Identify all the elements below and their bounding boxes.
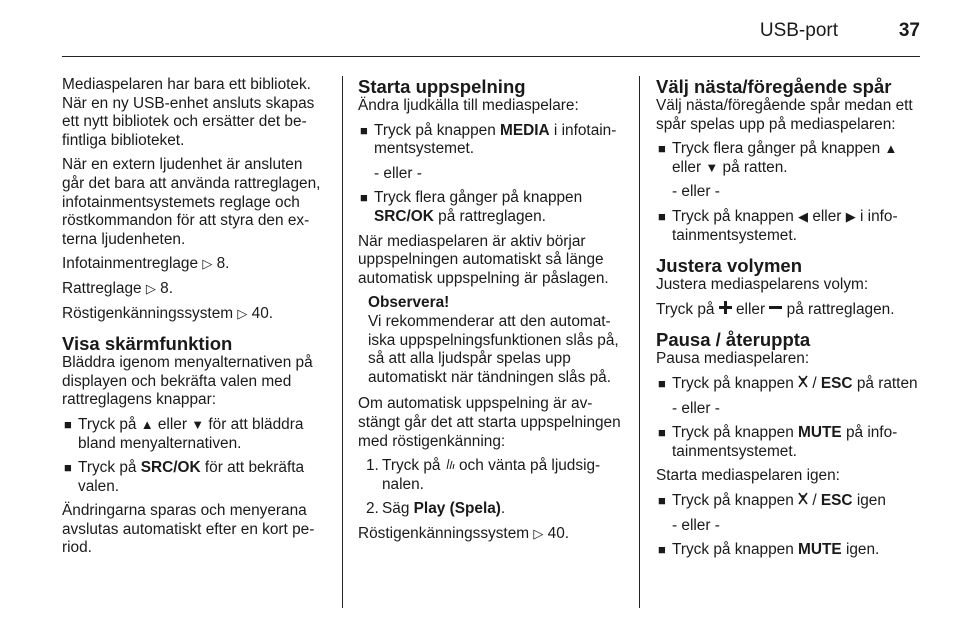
left-arrow-icon: ◀ xyxy=(798,208,809,224)
page-ref-icon: ▷ xyxy=(237,305,248,321)
column-2 xyxy=(358,76,622,549)
bullet-icon: ■ xyxy=(658,425,666,441)
paragraph: Tryck på eller på rattreglagen. xyxy=(656,300,895,318)
bullet-icon: ■ xyxy=(360,122,368,138)
list-item: 1. Tryck på och vänta på ljudsignalen. xyxy=(366,457,601,493)
or-separator: - eller - xyxy=(672,183,720,201)
bullet-icon: ■ xyxy=(360,190,368,206)
bullet-icon: ■ xyxy=(64,460,72,476)
bullet-list xyxy=(656,541,924,560)
or-separator: - eller - xyxy=(672,516,720,534)
bullet-icon: ■ xyxy=(658,375,666,391)
bullet-icon: ■ xyxy=(658,492,666,508)
bullet-icon: ■ xyxy=(64,416,72,432)
column-3 xyxy=(656,76,924,566)
section-heading: Välj nästa/föregående spår xyxy=(656,76,892,97)
bullet-list xyxy=(358,189,622,226)
up-arrow-icon: ▲ xyxy=(884,141,898,157)
paragraph: Bläddra igenom menyalternativen på displayen och bekräfta valen med rattreglagens knappar: xyxy=(62,354,313,409)
list-item: ■ Tryck flera gånger på knappen ▲ eller ▼ på ratten. xyxy=(658,140,898,176)
minus-icon xyxy=(769,301,782,320)
voice-icon xyxy=(445,457,455,476)
list-item: ■ Tryck på SRC/OK för att bekräfta valen. xyxy=(64,459,305,495)
paragraph: Välj nästa/föregående spår medan ett spår spelas upp på mediaspelaren: xyxy=(656,97,913,133)
bullet-list xyxy=(656,424,924,461)
bullet-list xyxy=(62,416,328,496)
cross-reference: Röstigenkänningssystem ▷ 40. xyxy=(358,524,570,542)
mute-icon xyxy=(798,375,808,394)
list-item: ■ Tryck på knappen / ESC på ratten xyxy=(658,374,918,392)
bullet-list xyxy=(358,122,622,159)
bullet-icon: ■ xyxy=(658,141,666,157)
bullet-list xyxy=(656,375,924,394)
header-rule xyxy=(62,56,920,57)
section-heading: Starta uppspelning xyxy=(358,76,526,97)
note-text: Vi rekommenderar att den automatiska uppspelningsfunktionen slås på, så att alla ljudspår spelas upp automatiskt när tändningen slås på. xyxy=(368,312,619,386)
list-item: ■ Tryck flera gånger på knappen SRC/OK på rattreglagen. xyxy=(360,189,583,225)
mute-icon xyxy=(798,492,808,511)
paragraph: Justera mediaspelarens volym: xyxy=(656,276,869,294)
or-separator: - eller - xyxy=(672,399,720,417)
list-item: ■ Tryck på knappen MUTE på infotainmentsystemet. xyxy=(658,424,898,460)
cross-reference: Infotainmentreglage ▷ 8. xyxy=(62,255,230,273)
list-item: ■ Tryck på knappen MEDIA i infotainmentsystemet. xyxy=(360,121,617,158)
list-item: 2. Säg Play (Spela). xyxy=(366,500,506,518)
column-divider xyxy=(639,76,640,608)
up-arrow-icon: ▲ xyxy=(140,416,154,432)
cross-reference: Rattreglage ▷ 8. xyxy=(62,279,173,297)
down-arrow-icon: ▼ xyxy=(705,159,719,175)
list-item: ■ Tryck på knappen MUTE igen. xyxy=(658,541,880,559)
paragraph: Ändringarna sparas och menyerana avslutas automatiskt efter en kort period. xyxy=(62,502,315,557)
section-title: USB-port xyxy=(759,20,838,41)
paragraph: När mediaspelaren är aktiv börjar uppspelningen automatiskt så länge automatisk uppspelning är påslagen. xyxy=(358,232,609,287)
paragraph: Mediaspelaren har bara ett bibliotek. När en ny USB-enhet ansluts skapas ett nytt bibliotek och ersätter det befintliga biblioteket. xyxy=(62,76,315,149)
paragraph: Pausa mediaspelaren: xyxy=(656,350,810,368)
bullet-list xyxy=(656,492,924,511)
bullet-list xyxy=(656,208,924,245)
list-item: ■ Tryck på knappen ◀ eller ▶ i infotainmentsystemet. xyxy=(658,207,898,244)
page-ref-icon: ▷ xyxy=(145,280,156,296)
page-header xyxy=(0,0,960,56)
column-divider xyxy=(342,76,343,608)
section-heading: Visa skärmfunktion xyxy=(62,333,233,355)
bullet-icon: ■ xyxy=(658,208,666,224)
note-box xyxy=(358,294,622,387)
paragraph: När en extern ljudenhet är ansluten går det bara att använda rattreglagen, infotainmentsystemets reglage och röstkommandon för att styra den externa ljudenheten. xyxy=(62,156,321,248)
note-title: Observera! xyxy=(368,294,450,312)
column-1 xyxy=(62,76,328,564)
paragraph: Om automatisk uppspelning är avstängt går det att starta uppspelningen med röstigenkänning: xyxy=(358,395,621,450)
paragraph: Starta mediaspelaren igen: xyxy=(656,467,840,485)
right-arrow-icon: ▶ xyxy=(845,208,856,224)
or-separator: - eller - xyxy=(374,164,422,182)
paragraph: Ändra ljudkälla till mediaspelare: xyxy=(358,97,579,114)
cross-reference: Röstigenkänningssystem ▷ 40. xyxy=(62,304,274,322)
bullet-icon: ■ xyxy=(658,542,666,558)
section-heading: Justera volymen xyxy=(656,255,803,277)
page-ref-icon: ▷ xyxy=(202,256,213,272)
list-item: ■ Tryck på knappen / ESC igen xyxy=(658,491,886,509)
down-arrow-icon: ▼ xyxy=(191,416,205,432)
page-ref-icon: ▷ xyxy=(533,525,544,541)
section-heading: Pausa / återuppta xyxy=(656,329,811,351)
bullet-list xyxy=(656,140,924,177)
plus-icon xyxy=(719,301,732,320)
page-number: 37 xyxy=(898,20,920,41)
numbered-list xyxy=(358,457,622,519)
list-item: ■ Tryck på ▲ eller ▼ för att bläddra bland menyalternativen. xyxy=(64,415,304,452)
